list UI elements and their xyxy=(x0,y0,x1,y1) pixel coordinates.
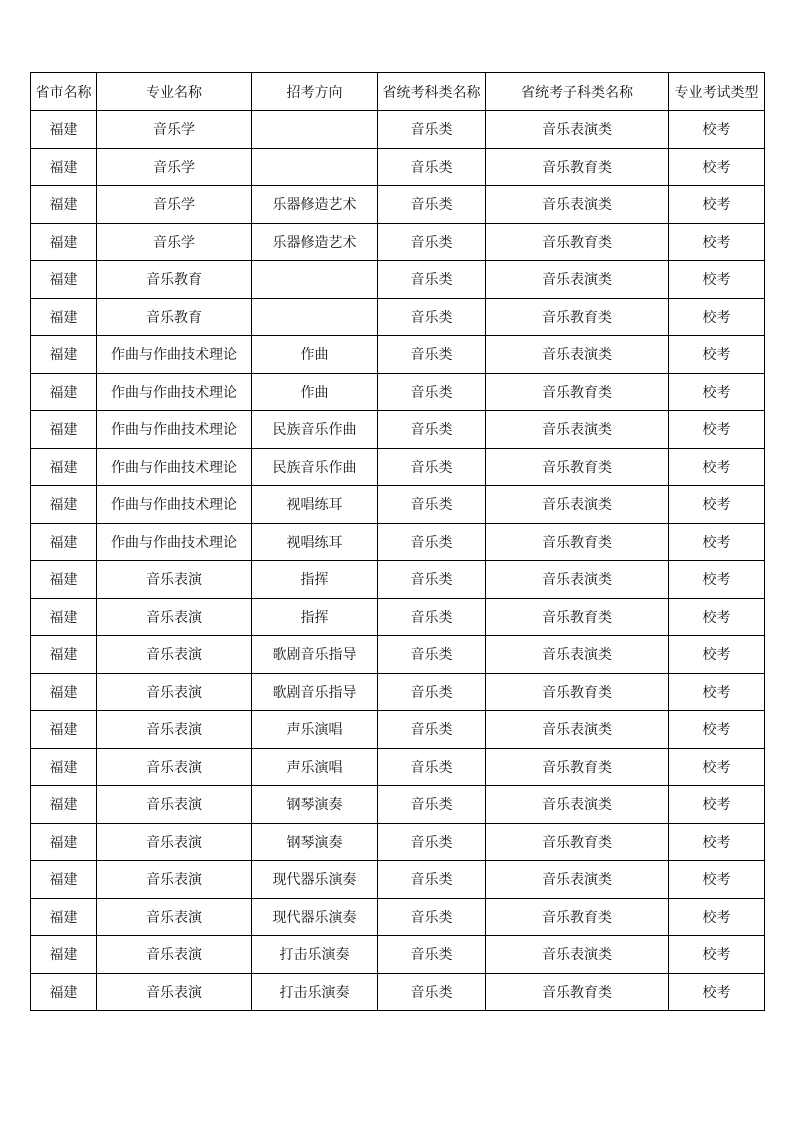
category-cell: 音乐类 xyxy=(378,336,486,374)
exam-type-cell: 校考 xyxy=(669,373,765,411)
direction-cell: 钢琴演奏 xyxy=(252,823,378,861)
direction-cell: 视唱练耳 xyxy=(252,523,378,561)
subcategory-cell: 音乐教育类 xyxy=(486,748,669,786)
major-cell: 音乐教育 xyxy=(97,298,252,336)
major-cell: 作曲与作曲技术理论 xyxy=(97,411,252,449)
province-cell: 福建 xyxy=(31,861,97,899)
category-cell: 音乐类 xyxy=(378,636,486,674)
province-cell: 福建 xyxy=(31,373,97,411)
exam-type-cell: 校考 xyxy=(669,561,765,599)
subcategory-cell: 音乐表演类 xyxy=(486,561,669,599)
table-row xyxy=(31,711,765,749)
major-cell: 音乐表演 xyxy=(97,636,252,674)
table-row xyxy=(31,523,765,561)
major-cell: 作曲与作曲技术理论 xyxy=(97,523,252,561)
document-page xyxy=(30,72,764,1011)
direction-cell: 指挥 xyxy=(252,561,378,599)
direction-cell: 现代器乐演奏 xyxy=(252,898,378,936)
direction-cell: 钢琴演奏 xyxy=(252,786,378,824)
direction-cell: 作曲 xyxy=(252,373,378,411)
province-cell: 福建 xyxy=(31,561,97,599)
exam-type-cell: 校考 xyxy=(669,786,765,824)
category-cell: 音乐类 xyxy=(378,523,486,561)
direction-cell xyxy=(252,298,378,336)
exam-type-cell: 校考 xyxy=(669,486,765,524)
direction-cell: 声乐演唱 xyxy=(252,748,378,786)
category-cell: 音乐类 xyxy=(378,261,486,299)
major-cell: 音乐表演 xyxy=(97,673,252,711)
exam-type-cell: 校考 xyxy=(669,111,765,149)
exam-type-cell: 校考 xyxy=(669,261,765,299)
table-row xyxy=(31,148,765,186)
table-row xyxy=(31,486,765,524)
major-cell: 音乐表演 xyxy=(97,786,252,824)
category-cell: 音乐类 xyxy=(378,148,486,186)
category-cell: 音乐类 xyxy=(378,448,486,486)
category-cell: 音乐类 xyxy=(378,598,486,636)
subcategory-cell: 音乐教育类 xyxy=(486,148,669,186)
major-cell: 音乐学 xyxy=(97,111,252,149)
direction-cell xyxy=(252,148,378,186)
direction-cell: 乐器修造艺术 xyxy=(252,223,378,261)
subcategory-cell: 音乐表演类 xyxy=(486,411,669,449)
subcategory-cell: 音乐表演类 xyxy=(486,336,669,374)
subcategory-cell: 音乐教育类 xyxy=(486,298,669,336)
exam-type-cell: 校考 xyxy=(669,223,765,261)
category-cell: 音乐类 xyxy=(378,111,486,149)
table-row xyxy=(31,673,765,711)
province-cell: 福建 xyxy=(31,336,97,374)
category-cell: 音乐类 xyxy=(378,861,486,899)
province-cell: 福建 xyxy=(31,111,97,149)
admissions-table xyxy=(30,72,765,1011)
province-cell: 福建 xyxy=(31,523,97,561)
subcategory-cell: 音乐教育类 xyxy=(486,673,669,711)
province-cell: 福建 xyxy=(31,823,97,861)
subcategory-cell: 音乐教育类 xyxy=(486,523,669,561)
exam-type-cell: 校考 xyxy=(669,186,765,224)
exam-type-cell: 校考 xyxy=(669,636,765,674)
table-row xyxy=(31,598,765,636)
subcategory-cell: 音乐教育类 xyxy=(486,898,669,936)
exam-type-cell: 校考 xyxy=(669,936,765,974)
major-cell: 音乐学 xyxy=(97,186,252,224)
direction-cell: 民族音乐作曲 xyxy=(252,411,378,449)
province-cell: 福建 xyxy=(31,486,97,524)
category-cell: 音乐类 xyxy=(378,561,486,599)
subcategory-cell: 音乐表演类 xyxy=(486,261,669,299)
column-header-province: 省市名称 xyxy=(31,73,97,111)
major-cell: 音乐学 xyxy=(97,223,252,261)
subcategory-cell: 音乐表演类 xyxy=(486,111,669,149)
category-cell: 音乐类 xyxy=(378,711,486,749)
direction-cell xyxy=(252,261,378,299)
direction-cell: 声乐演唱 xyxy=(252,711,378,749)
province-cell: 福建 xyxy=(31,598,97,636)
subcategory-cell: 音乐表演类 xyxy=(486,936,669,974)
table-row xyxy=(31,898,765,936)
major-cell: 音乐表演 xyxy=(97,748,252,786)
category-cell: 音乐类 xyxy=(378,411,486,449)
subcategory-cell: 音乐表演类 xyxy=(486,786,669,824)
direction-cell: 指挥 xyxy=(252,598,378,636)
direction-cell: 视唱练耳 xyxy=(252,486,378,524)
major-cell: 作曲与作曲技术理论 xyxy=(97,373,252,411)
category-cell: 音乐类 xyxy=(378,298,486,336)
category-cell: 音乐类 xyxy=(378,898,486,936)
subcategory-cell: 音乐表演类 xyxy=(486,186,669,224)
subcategory-cell: 音乐教育类 xyxy=(486,823,669,861)
direction-cell: 现代器乐演奏 xyxy=(252,861,378,899)
exam-type-cell: 校考 xyxy=(669,973,765,1011)
category-cell: 音乐类 xyxy=(378,223,486,261)
exam-type-cell: 校考 xyxy=(669,711,765,749)
category-cell: 音乐类 xyxy=(378,823,486,861)
major-cell: 音乐表演 xyxy=(97,861,252,899)
province-cell: 福建 xyxy=(31,148,97,186)
table-row xyxy=(31,261,765,299)
category-cell: 音乐类 xyxy=(378,936,486,974)
exam-type-cell: 校考 xyxy=(669,298,765,336)
subcategory-cell: 音乐表演类 xyxy=(486,486,669,524)
table-row xyxy=(31,373,765,411)
column-header-subcategory: 省统考子科类名称 xyxy=(486,73,669,111)
exam-type-cell: 校考 xyxy=(669,823,765,861)
category-cell: 音乐类 xyxy=(378,186,486,224)
major-cell: 音乐表演 xyxy=(97,598,252,636)
subcategory-cell: 音乐教育类 xyxy=(486,973,669,1011)
category-cell: 音乐类 xyxy=(378,973,486,1011)
direction-cell xyxy=(252,111,378,149)
exam-type-cell: 校考 xyxy=(669,523,765,561)
province-cell: 福建 xyxy=(31,261,97,299)
direction-cell: 作曲 xyxy=(252,336,378,374)
table-row xyxy=(31,448,765,486)
category-cell: 音乐类 xyxy=(378,373,486,411)
direction-cell: 歌剧音乐指导 xyxy=(252,636,378,674)
exam-type-cell: 校考 xyxy=(669,448,765,486)
header-row xyxy=(31,73,765,111)
major-cell: 作曲与作曲技术理论 xyxy=(97,336,252,374)
province-cell: 福建 xyxy=(31,448,97,486)
table-row xyxy=(31,411,765,449)
table-row xyxy=(31,861,765,899)
subcategory-cell: 音乐表演类 xyxy=(486,861,669,899)
table-header xyxy=(31,73,765,111)
province-cell: 福建 xyxy=(31,673,97,711)
subcategory-cell: 音乐表演类 xyxy=(486,711,669,749)
table-row xyxy=(31,636,765,674)
major-cell: 音乐学 xyxy=(97,148,252,186)
table-row xyxy=(31,336,765,374)
major-cell: 音乐表演 xyxy=(97,936,252,974)
column-header-exam-type: 专业考试类型 xyxy=(669,73,765,111)
subcategory-cell: 音乐教育类 xyxy=(486,373,669,411)
table-row xyxy=(31,111,765,149)
table-row xyxy=(31,298,765,336)
major-cell: 音乐表演 xyxy=(97,898,252,936)
province-cell: 福建 xyxy=(31,748,97,786)
category-cell: 音乐类 xyxy=(378,786,486,824)
table-row xyxy=(31,936,765,974)
province-cell: 福建 xyxy=(31,898,97,936)
province-cell: 福建 xyxy=(31,298,97,336)
exam-type-cell: 校考 xyxy=(669,898,765,936)
exam-type-cell: 校考 xyxy=(669,148,765,186)
exam-type-cell: 校考 xyxy=(669,598,765,636)
category-cell: 音乐类 xyxy=(378,748,486,786)
table-row xyxy=(31,561,765,599)
province-cell: 福建 xyxy=(31,186,97,224)
table-row xyxy=(31,223,765,261)
subcategory-cell: 音乐表演类 xyxy=(486,636,669,674)
major-cell: 音乐表演 xyxy=(97,973,252,1011)
table-row xyxy=(31,973,765,1011)
table-body xyxy=(31,111,765,1011)
major-cell: 音乐表演 xyxy=(97,711,252,749)
category-cell: 音乐类 xyxy=(378,486,486,524)
table-row xyxy=(31,748,765,786)
province-cell: 福建 xyxy=(31,936,97,974)
province-cell: 福建 xyxy=(31,636,97,674)
major-cell: 音乐表演 xyxy=(97,823,252,861)
exam-type-cell: 校考 xyxy=(669,861,765,899)
direction-cell: 打击乐演奏 xyxy=(252,973,378,1011)
province-cell: 福建 xyxy=(31,223,97,261)
subcategory-cell: 音乐教育类 xyxy=(486,223,669,261)
direction-cell: 打击乐演奏 xyxy=(252,936,378,974)
subcategory-cell: 音乐教育类 xyxy=(486,448,669,486)
province-cell: 福建 xyxy=(31,711,97,749)
column-header-major: 专业名称 xyxy=(97,73,252,111)
major-cell: 音乐表演 xyxy=(97,561,252,599)
table-row xyxy=(31,186,765,224)
direction-cell: 乐器修造艺术 xyxy=(252,186,378,224)
major-cell: 音乐教育 xyxy=(97,261,252,299)
exam-type-cell: 校考 xyxy=(669,748,765,786)
column-header-direction: 招考方向 xyxy=(252,73,378,111)
exam-type-cell: 校考 xyxy=(669,411,765,449)
category-cell: 音乐类 xyxy=(378,673,486,711)
province-cell: 福建 xyxy=(31,786,97,824)
major-cell: 作曲与作曲技术理论 xyxy=(97,448,252,486)
subcategory-cell: 音乐教育类 xyxy=(486,598,669,636)
direction-cell: 歌剧音乐指导 xyxy=(252,673,378,711)
table-row xyxy=(31,786,765,824)
province-cell: 福建 xyxy=(31,973,97,1011)
exam-type-cell: 校考 xyxy=(669,336,765,374)
direction-cell: 民族音乐作曲 xyxy=(252,448,378,486)
major-cell: 作曲与作曲技术理论 xyxy=(97,486,252,524)
column-header-category: 省统考科类名称 xyxy=(378,73,486,111)
exam-type-cell: 校考 xyxy=(669,673,765,711)
province-cell: 福建 xyxy=(31,411,97,449)
table-row xyxy=(31,823,765,861)
